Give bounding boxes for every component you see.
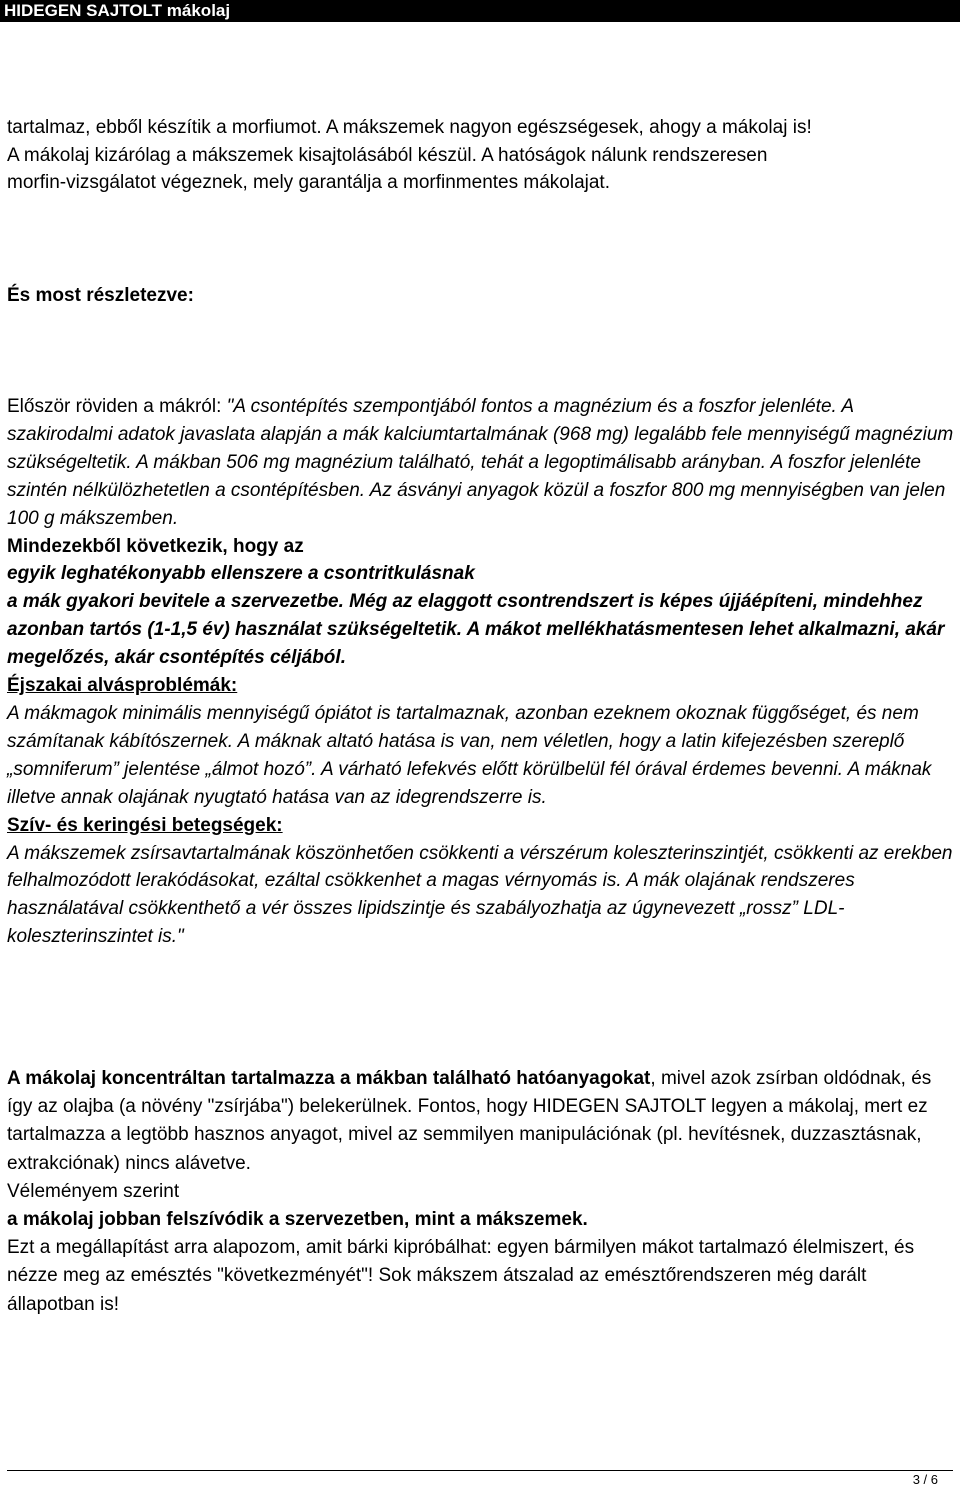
quote-bone-text: "A csontépítés szempontjából fontos a magnézium és a foszfor jelenléte. A szakirodalmi adatok javaslata alapján a mák kalciumtartalmának (968 mg) legalább fele mennyiségű magnézium szükségeltetik. A mákban 506 mg magnézium található, tehát a legoptimálisabb arányban. A foszfor jelenléte szintén nélkülözhetetlen a csontépítésben. Az ásványi anyagok közül a foszfor 800 mg mennyiségben van jelen 100 g mákszemben.: [7, 396, 954, 529]
conclusion-text-3: Ezt a megállapítást arra alapozom, amit bárki kipróbálhat: egyen bármilyen mákot tartalmazó élelmiszert, és nézze meg az emésztés "következményét"! Sok mákszem átszalad az emésztőrendszeren még darált állapotban is!: [7, 1237, 915, 1315]
heart-text: A mákszemek zsírsavtartalmának köszönhetően csökkenti a vérszérum koleszterinszintjét, csökkenti az erekben felhalmozódott lerakódásokat, ezáltal csökkenhet a magas vérnyomás is. A mák olajának rendszeres használatával csökkenthető a vér összes lipidszintje és szabályozhatja az úgynevezett „rossz” LDL-koleszterinszintet is.": [7, 842, 953, 948]
intro-paragraph: [7, 114, 955, 197]
sleep-heading: Éjszakai alvásproblémák:: [7, 675, 238, 697]
heart-heading: Szív- és keringési betegségek:: [7, 814, 283, 836]
conclusion-bold-lead: A mákolaj koncentráltan tartalmazza a mákban található hatóanyagokat: [7, 1068, 651, 1089]
quote-conclusion-intro: Mindezekből következik, hogy az: [7, 535, 304, 557]
page-number: 3 / 6: [912, 1472, 938, 1487]
document-header-bar: [0, 0, 960, 22]
intro-line-3: morfin-vizsgálatot végeznek, mely garantálja a morfinmentes mákolajat.: [7, 172, 610, 194]
sleep-text: A mákmagok minimális mennyiségű ópiátot is tartalmaznak, azonban ezeknem okoznak függőséget, és nem számítanak kábítószernek. A máknak altató hatása is van, nem véletlen, hogy a latin kifejezésben szereplő „somniferum” jelentése „álmot hozó”. A várható lefekvés előtt körülbelül fél órával érdemes bevenni. A máknak illetve annak olajának nyugtató hatása van az idegrendszerre is.: [7, 702, 932, 808]
quote-lead: Először röviden a mákról:: [7, 396, 227, 417]
quote-osteoporosis-line: egyik leghatékonyabb ellenszere a csontritkulásnak: [7, 563, 475, 585]
intro-line-2: A mákolaj kizárólag a mákszemek kisajtolásából készül. A hatóságok nálunk rendszeresen: [7, 144, 768, 166]
conclusion-bold-statement: a mákolaj jobban felszívódik a szervezetben, mint a mákszemek.: [7, 1209, 588, 1231]
conclusion-text-1: , mivel azok zsírban oldódnak, és így az olajba (a növény "zsírjába") belekerülnek. Fontos, hogy HIDEGEN SAJTOLT legyen a mákolaj, mert ez tartalmazza a legtöbb hasznos anyagot, mivel az semmilyen manipulációnak (pl. hevítésnek, duzzasztásnak, extrakciónak) nincs alávetve.: [7, 1068, 932, 1174]
footer-divider: [7, 1470, 953, 1471]
quote-section: [7, 393, 955, 951]
section-heading: És most részletezve:: [7, 285, 194, 306]
conclusion-opinion-label: Véleményem szerint: [7, 1180, 180, 1202]
quote-osteoporosis-detail: a mák gyakori bevitele a szervezetbe. Még az elaggott csontrendszert is képes újjáépíteni, mindehhez azonban tartós (1-1,5 év) használat szükségeltetik. A mákot mellékhatásmentesen lehet alkalmazni, akár megelőzés, akár csontépítés céljából.: [7, 591, 945, 669]
conclusion-section: [7, 1065, 955, 1319]
intro-line-1: tartalmaz, ebből készítik a morfiumot. A mákszemek nagyon egészségesek, ahogy a mákolaj is!: [7, 117, 812, 138]
document-title: HIDEGEN SAJTOLT mákolaj: [4, 1, 231, 20]
